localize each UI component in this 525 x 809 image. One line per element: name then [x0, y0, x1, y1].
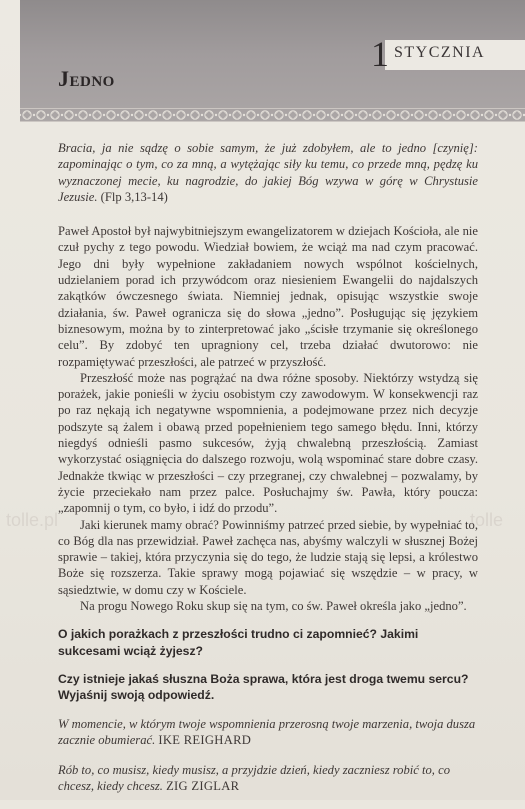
question-1: O jakich porażkach z przeszłości trudno ci zapomnieć? Jakimi sukcesami wciąż żyjesz?: [58, 627, 419, 658]
page-title: Jedno: [58, 66, 115, 91]
watermark-right: tolle: [470, 510, 504, 530]
quote-2-text: Rób to, co musisz, kiedy musisz, a przyjdzie dzień, kiedy zaczniesz robić to, co chcesz, kiedy chcesz.: [58, 763, 450, 794]
quote-1-text: W momencie, w którym twoje wspomnienia przerosną twoje marzenia, twoja dusza zacznie obumierać.: [58, 716, 476, 747]
quote-2-author: ZIG ZIGLAR: [166, 779, 240, 794]
quote-2: [58, 762, 478, 795]
paragraph-1: Paweł Apostoł był najwybitniejszym ewangelizatorem w dziejach Kościoła, ale nie czuł pychy z tego powodu. Wiedział bowiem, że wciąż ma nad czym pracować. Jego dni były wypełnione zakładaniem nowych wspólnot kościelnych, udzielaniem porad ich przywódcom oraz niesieniem Ewangelii do najdalszych zakątków ówczesnego świata. Niemniej jednak, opisując wszystkie swoje działania, św. Paweł ogranicza się do słowa „jedno”. Posługując się językiem biznesowym, można by to zinterpretować jako „ścisłe trzymanie się określonego celu”. By zdobyć ten upragniony cel, trzeba działać dwutorowo: nie rozpamiętywać przeszłości, ale patrzeć w przyszłość.: [58, 224, 478, 369]
quote-1: [58, 716, 478, 749]
watermark-left: tolle.pl: [6, 510, 59, 530]
content: [58, 140, 478, 809]
ornament-border: [20, 108, 525, 122]
paragraph-2: Przeszłość może nas pogrążać na dwa różne sposoby. Niektórzy wstydzą się porażek, jakie ponieśli w życiu osobistym czy zawodowym. W konsekwencji raz po raz nękają ich negatywne wspomnienia, a podejmowane przez nich decyzje podszyte są żalem i obawą przed popełnieniem tego samego błędu. Inni, którzy niegdyś odnieśli pasmo sukcesów, żyją chwalebną przeszłością. Zamiast wykorzystać osiągnięcia do dalszego rozwoju, wolą wspominać stare dobre czasy. Jednakże tkwiąc w przeszłości – czy przegranej, czy chwalebnej – pozwalamy, by życie przeciekało nam przez palce. Posłuchajmy św. Pawła, który poucza: „zapomnij o tym, co było, i idź do przodu”.: [58, 370, 478, 516]
month-label: STYCZNIA: [394, 44, 486, 61]
motto: [58, 140, 478, 205]
paragraph-3: Jaki kierunek mamy obrać? Powinniśmy patrzeć przed siebie, by wypełniać to, co Bóg dla nas przewidział. Paweł zachęca nas, abyśmy walczyli w słusznej Bożej sprawie – takiej, która przyczynia się do tego, że ludzie stają się lepsi, a królestwo Boże się rozszerza. Takie sprawy mogą pojawiać się wszędzie – w pracy, w sąsiedztwie, w domu czy w Kościele.: [58, 517, 478, 597]
body-text: [58, 223, 478, 614]
question-2: Czy istnieje jakaś słuszna Boża sprawa, która jest droga twemu sercu? Wyjaśnij swoją odpowiedź.: [58, 671, 469, 703]
motto-text: Bracia, ja nie sądzę o sobie samym, że już zdobyłem, ale to jedno [czynię]: zapominając o tym, co za mną, a wytężając siły ku temu, co przede mną, pędzę ku wyznaczonej mecie, ku nagrodzie, do jakiej Bóg wzywa w górę w Chrystusie Jezusie.: [58, 141, 478, 204]
motto-reference: (Flp 3,13-14): [100, 189, 168, 204]
day-number: 1: [371, 34, 389, 74]
quote-1-author: IKE REIGHARD: [158, 732, 252, 747]
paragraph-4: Na progu Nowego Roku skup się na tym, co św. Paweł określa jako „jedno”.: [80, 599, 467, 614]
